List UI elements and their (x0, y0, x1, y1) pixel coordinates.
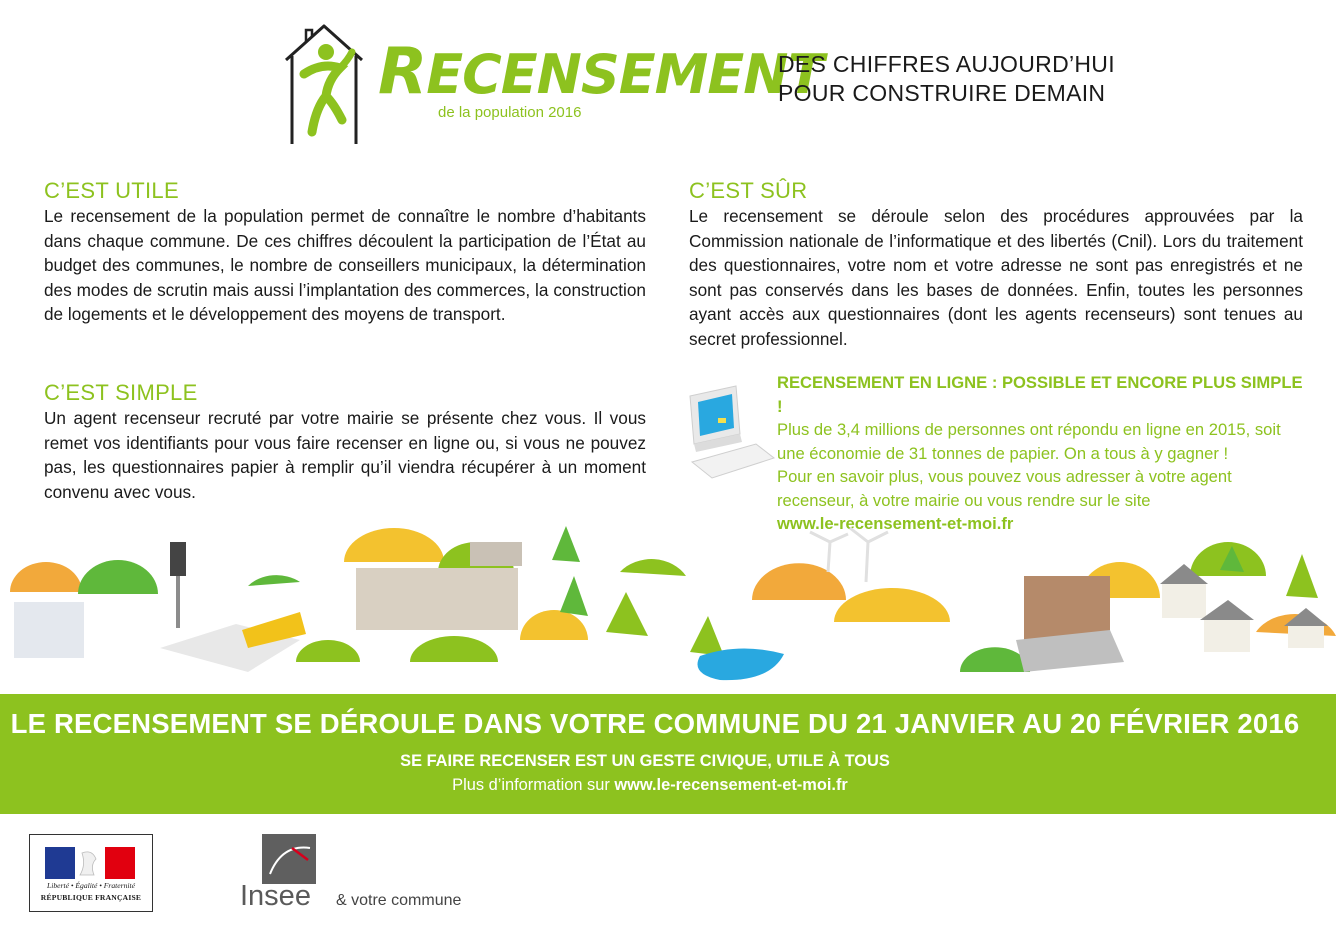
insee-wordmark: Insee (240, 880, 311, 912)
section-utile-title: C’EST UTILE (44, 178, 179, 203)
section-utile (44, 178, 646, 327)
section-simple (44, 380, 646, 504)
banner-info-prefix: Plus d’information sur (452, 776, 615, 794)
online-url-link[interactable]: www.le-recensement-et-moi.fr (777, 514, 1014, 533)
section-simple-title: C’EST SIMPLE (44, 380, 198, 405)
logo-subtitle: de la population 2016 (438, 104, 582, 121)
tagline-line2: POUR CONSTRUIRE DEMAIN (778, 80, 1106, 106)
logo-title-rest: ECENSEMENT (426, 43, 824, 106)
insee-logo-icon (262, 834, 316, 884)
online-line2: Pour en savoir plus, vous pouvez vous adresser à votre agent recenseur, à votre mairie ou vous rendre sur le site (777, 467, 1232, 510)
logo-title-cap: R (378, 35, 427, 109)
online-line1: Plus de 3,4 millions de personnes ont répondu en ligne en 2015, soit une économie de 31 tonnes de papier. On a tous à y gagner ! (777, 420, 1281, 463)
logo-title (378, 35, 824, 109)
online-block (777, 371, 1307, 536)
section-utile-body: Le recensement de la population permet de connaître le nombre d’habitants dans chaque commune. De ces chiffres découlent la participation de l’État au budget des communes, le nombre de conseillers municipaux, la détermination des modes de scrutin mais aussi l’implantation des commerces, la construction de logements et le développement des moyens de transport. (44, 206, 646, 324)
computer-icon (684, 384, 776, 484)
partner-text: & votre commune (336, 892, 462, 909)
banner-info (0, 776, 1300, 795)
rf-motto: Liberté • Égalité • Fraternité (47, 881, 135, 890)
tagline-line1: DES CHIFFRES AUJOURD’HUI (778, 51, 1115, 77)
town-illustration (0, 512, 1336, 696)
flag-icon (30, 835, 152, 881)
section-sur-body: Le recensement se déroule selon des procédures approuvées par la Commission nationale de l’informatique et des libertés (Cnil). Lors du traitement des questionnaires, votre nom et votre adresse ne sont pas enregistrés et ne sont pas conservés dans les bases de données. Enfin, toutes les personnes ayant accès aux questionnaires (dont les agents recenseurs) sont tenues au secret professionnel. (689, 206, 1303, 349)
house-logo-icon (282, 22, 364, 150)
section-simple-body: Un agent recenseur recruté par votre mairie se présente chez vous. Il vous remet vos identifiants pour vous faire recenser en ligne ou, si vous ne pouvez pas, les questionnaires papier à remplir qu’il viendra récupérer à un moment convenu avec vous. (44, 408, 646, 502)
tagline (778, 50, 1115, 108)
rf-name: RÉPUBLIQUE FRANÇAISE (40, 893, 142, 902)
section-sur-title: C’EST SÛR (689, 178, 808, 203)
banner-info-url-link[interactable]: www.le-recensement-et-moi.fr (614, 776, 848, 794)
banner-title: LE RECENSEMENT SE DÉROULE DANS VOTRE COMMUNE DU 21 JANVIER AU 20 FÉVRIER 2016 (10, 708, 1300, 739)
banner-subtitle: SE FAIRE RECENSER EST UN GESTE CIVIQUE, UTILE À TOUS (400, 752, 890, 770)
online-heading: RECENSEMENT EN LIGNE : POSSIBLE ET ENCORE PLUS SIMPLE ! (777, 373, 1303, 416)
section-sur (689, 178, 1303, 351)
